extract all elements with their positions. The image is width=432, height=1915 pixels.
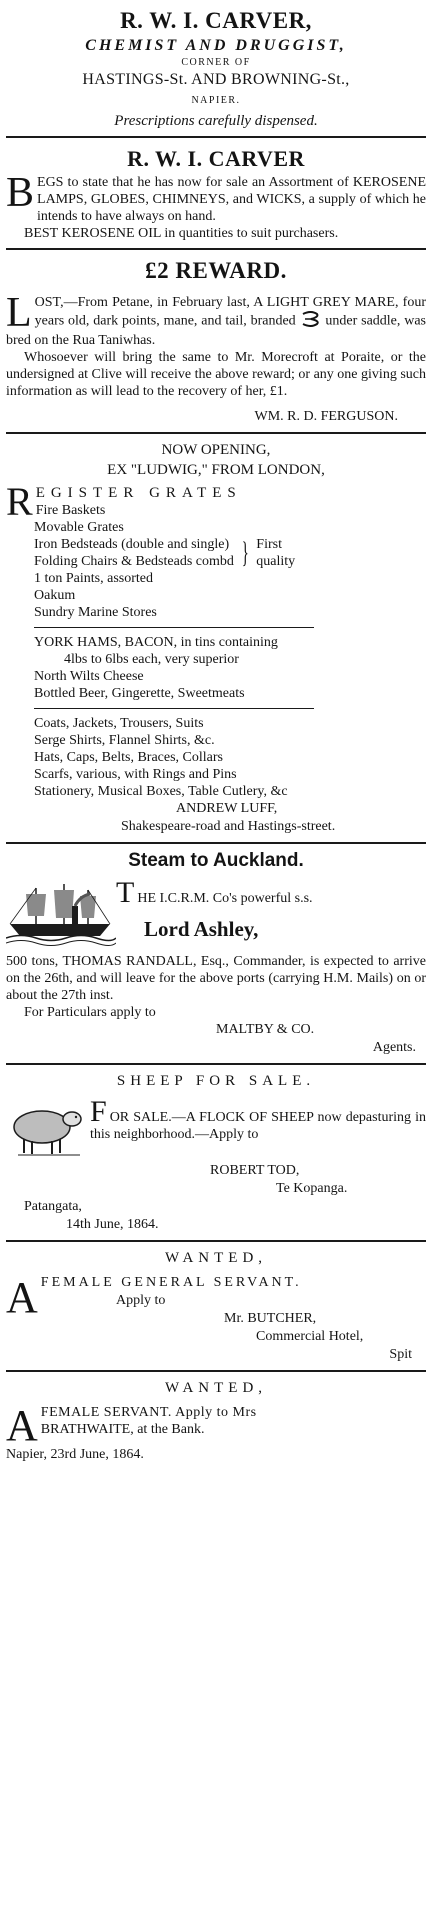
wanted-female-servant-ad (6, 1378, 426, 1463)
steamship-icon (6, 880, 116, 953)
ad-place: Te Kopanga. (276, 1181, 348, 1196)
list-item: 4lbs to 6lbs each, very superior (64, 652, 239, 667)
brand-mark-icon (300, 311, 322, 332)
ad-line: FEMALE SERVANT. Apply to Mrs (40, 1405, 257, 1420)
ad-date: Napier, 23rd June, 1864. (6, 1447, 144, 1462)
ad-body: BEST KEROSENE OIL in quantities to suit purchasers. (24, 226, 339, 241)
ad-line: FEMALE GENERAL SERVANT. (40, 1275, 302, 1290)
drop-cap: F (90, 1095, 107, 1128)
sheep-sale-ad (6, 1071, 426, 1234)
divider (6, 1063, 426, 1065)
ad-body: OR SALE.—A FLOCK OF SHEEP now depasturing in this neighborhood.—Apply to (90, 1110, 426, 1142)
list-item: Fire Baskets (35, 503, 106, 518)
ad-body: HE I.C.R.M. Co's powerful s.s. (137, 891, 313, 906)
ad-address: HASTINGS-St. AND BROWNING-St., (82, 71, 350, 88)
reward-ad (6, 256, 426, 426)
steam-auckland-ad (6, 850, 426, 1057)
ad-line: BRATHWAITE, at the Bank. (40, 1422, 205, 1437)
ad-title: SHEEP FOR SALE. (116, 1073, 316, 1089)
ad-text: CORNER OF (181, 57, 251, 68)
divider (6, 1240, 426, 1242)
ad-subtitle: CHEMIST AND DRUGGIST, (85, 37, 347, 54)
ad-name: Mr. BUTCHER, (224, 1311, 317, 1326)
wanted-general-servant-ad (6, 1248, 426, 1364)
list-item: Coats, Jackets, Trousers, Suits (34, 716, 204, 731)
ad-place: Spit (389, 1347, 412, 1362)
divider (34, 627, 314, 628)
divider (6, 432, 426, 434)
ad-body: under saddle, was bred on the Rua Taniwhas. (6, 313, 427, 348)
agent-name: MALTBY & CO. (216, 1022, 315, 1037)
list-item: Stationery, Musical Boxes, Table Cutlery, &c (34, 784, 288, 799)
list-item: Iron Bedsteads (double and single) (34, 537, 230, 552)
list-item: YORK HAMS, BACON, in tins containing (34, 635, 278, 650)
ad-body: For Particulars apply to (24, 1005, 156, 1020)
list-item: Oakum (34, 588, 76, 603)
list-item: 1 ton Paints, assorted (34, 571, 153, 586)
list-item: Bottled Beer, Gingerette, Sweetmeats (34, 686, 245, 701)
list-item: North Wilts Cheese (34, 669, 144, 684)
address: Shakespeare-road and Hastings-street. (121, 819, 336, 834)
list-item: Sundry Marine Stores (34, 605, 157, 620)
ad-date: 14th June, 1864. (66, 1217, 159, 1232)
ad-title: Steam to Auckland. (128, 850, 304, 871)
list-item: Folding Chairs & Bedsteads combd (34, 554, 234, 569)
divider (6, 842, 426, 844)
list-item: Serge Shirts, Flannel Shirts, &c. (34, 733, 215, 748)
brace-icon: } (241, 536, 249, 569)
divider (6, 1370, 426, 1372)
ad-town: NAPIER. (191, 95, 241, 106)
ad-line: Apply to (116, 1293, 166, 1308)
ad-line: EX "LUDWIG," FROM LONDON, (107, 462, 325, 478)
ad-body: OST,—From Petane, in February last, A LIGHT GREY MARE, four years old, dark points, mane, and tail, branded (34, 295, 426, 329)
ad-tagline: Prescriptions carefully dispensed. (114, 113, 318, 129)
ad-body: EGS to state that he has now for sale an Assortment of KEROSENE LAMPS, GLOBES, CHIMNEYS, and WICKS, a supply of which he intends to have always on hand. (37, 175, 426, 224)
signature: ANDREW LUFF, (176, 801, 278, 816)
divider (6, 136, 426, 138)
ad-heading: EGISTER GRATES (35, 485, 242, 501)
divider (34, 708, 314, 709)
carver-chemist-ad (6, 6, 426, 130)
ad-body: 500 tons, THOMAS RANDALL, Esq., Commander, is expected to arrive on the 26th, and will leave for the above ports (carrying H.M. Mails) on or about the 27th inst. (6, 954, 426, 1003)
drop-cap: T (116, 876, 135, 909)
drop-cap: R (6, 479, 33, 524)
list-item: Scarfs, various, with Rings and Pins (34, 767, 237, 782)
signature: WM. R. D. FERGUSON. (254, 409, 398, 424)
sheep-icon (6, 1099, 90, 1162)
luff-store-ad (6, 440, 426, 836)
ship-name: Lord Ashley, (144, 917, 259, 941)
ad-line: NOW OPENING, (161, 442, 271, 458)
list-item: Movable Grates (34, 520, 124, 535)
ad-place: Commercial Hotel, (256, 1329, 364, 1344)
ad-title: WANTED, (164, 1380, 268, 1396)
drop-cap: A (6, 1273, 38, 1322)
divider (6, 248, 426, 250)
drop-cap: B (6, 170, 35, 216)
ad-name: ROBERT TOD, (210, 1163, 300, 1178)
list-item: Hats, Caps, Belts, Braces, Collars (34, 750, 223, 765)
ad-title: R. W. I. CARVER (127, 146, 305, 171)
ad-location: Patangata, (24, 1199, 82, 1214)
ad-body: Whosoever will bring the same to Mr. Morecroft at Poraite, or the undersigned at Clive will receive the above reward; or any one giving such information as will lead to the recovery of her, £1. (6, 350, 426, 399)
ad-title: £2 REWARD. (145, 258, 287, 283)
ad-title: WANTED, (164, 1250, 268, 1266)
ad-title: R. W. I. CARVER, (120, 8, 312, 33)
drop-cap: L (6, 290, 32, 336)
drop-cap: A (6, 1401, 38, 1450)
kerosene-ad (6, 144, 426, 242)
agent-label: Agents. (372, 1040, 416, 1055)
brace-label: First quality (256, 537, 296, 569)
